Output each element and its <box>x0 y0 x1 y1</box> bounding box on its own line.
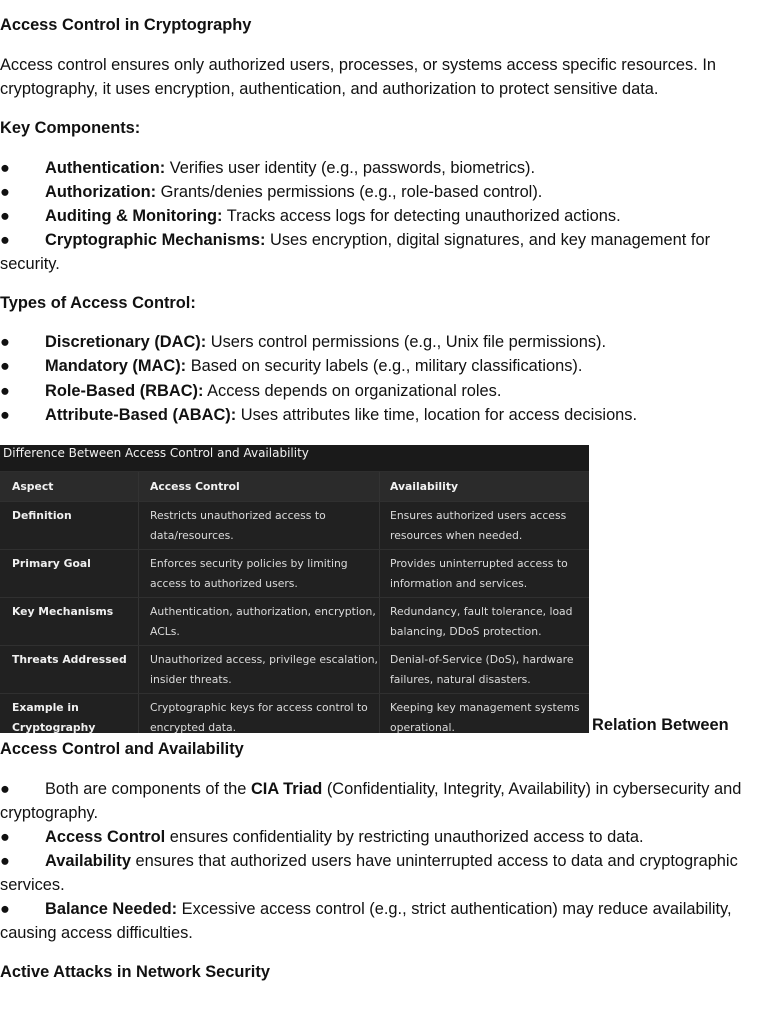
list-item-text: (Confidentiality, Integrity, Availability) in cybersecurity and cryptography. <box>0 780 742 822</box>
list-item-term: Mandatory (MAC): <box>45 357 187 375</box>
bullet-icon: ● <box>0 406 10 424</box>
list-item-text: Uses encryption, digital signatures, and key management for security. <box>0 231 711 273</box>
list-item-text: Users control permissions (e.g., Unix file permissions). <box>206 333 607 351</box>
list-item-term: Attribute-Based (ABAC): <box>45 406 237 424</box>
types-heading: Types of Access Control: <box>0 294 196 312</box>
table-cell: Key Mechanisms <box>0 598 139 646</box>
table-cell: Keeping key management systems operational. <box>380 694 590 734</box>
bullet-icon: ● <box>0 828 10 846</box>
table-cell: Authentication, authorization, encryption, ACLs. <box>139 598 380 646</box>
list-item-term: Authorization: <box>45 183 157 201</box>
list-item-text: ensures that authorized users have uninterrupted access to data and cryptographic services. <box>0 852 738 894</box>
bullet-icon: ● <box>0 333 10 351</box>
list-item-text: Uses attributes like time, location for access decisions. <box>236 406 638 424</box>
bullet-icon: ● <box>0 207 10 225</box>
relation-heading-part2: Access Control and Availability <box>0 740 244 758</box>
table-cell: Threats Addressed <box>0 646 139 694</box>
list-item-term: Authentication: <box>45 159 166 177</box>
table-cell: Primary Goal <box>0 550 139 598</box>
bullet-icon: ● <box>0 231 10 249</box>
table-row <box>0 694 589 734</box>
list-item-term: Discretionary (DAC): <box>45 333 207 351</box>
table-title: Difference Between Access Control and Availability <box>0 445 589 472</box>
table-row <box>0 550 589 598</box>
table-row <box>0 598 589 646</box>
table-row <box>0 646 589 694</box>
list-item <box>0 330 768 354</box>
list-item-text: Tracks access logs for detecting unauthorized actions. <box>222 207 621 225</box>
list-item-term: Availability <box>45 852 131 870</box>
relation-heading-part1: Relation Between <box>592 716 729 734</box>
list-item-text: Both are components of the <box>45 780 251 798</box>
list-item <box>0 849 768 897</box>
list-item <box>0 156 768 180</box>
bullet-icon: ● <box>0 382 10 400</box>
table-cell: Provides uninterrupted access to information and services. <box>380 550 590 598</box>
list-item <box>0 204 768 228</box>
list-item-text: Access depends on organizational roles. <box>203 382 502 400</box>
bullet-icon: ● <box>0 900 10 918</box>
table-cell: Denial-of-Service (DoS), hardware failures, natural disasters. <box>380 646 590 694</box>
table-cell: Cryptographic keys for access control to encrypted data. <box>139 694 380 734</box>
list-item-term: CIA Triad <box>250 780 323 798</box>
table-cell: Ensures authorized users access resources when needed. <box>380 502 590 550</box>
list-item-term: Auditing & Monitoring: <box>45 207 223 225</box>
active-attacks-heading: Active Attacks in Network Security <box>0 963 270 981</box>
table-header-cell: Aspect <box>0 472 139 502</box>
list-item-text: Excessive access control (e.g., strict authentication) may reduce availability, causing access difficulties. <box>0 900 732 942</box>
bullet-icon: ● <box>0 852 10 870</box>
list-item-text: Grants/denies permissions (e.g., role-based control). <box>156 183 543 201</box>
list-item-term: Role-Based (RBAC): <box>45 382 204 400</box>
list-item-term: Balance Needed: <box>45 900 178 918</box>
key-components-heading: Key Components: <box>0 119 141 137</box>
comparison-table-image <box>0 445 589 733</box>
comparison-table <box>0 472 589 733</box>
list-item <box>0 379 768 403</box>
bullet-icon: ● <box>0 183 10 201</box>
intro-paragraph: Access control ensures only authorized users, processes, or systems access specific resources. In cryptography, it uses encryption, authentication, and authorization to protect sensitive data. <box>0 56 717 98</box>
table-header-cell: Availability <box>380 472 590 502</box>
table-header-cell: Access Control <box>139 472 380 502</box>
table-cell: Enforces security policies by limiting access to authorized users. <box>139 550 380 598</box>
table-header-row <box>0 472 589 502</box>
table-cell: Redundancy, fault tolerance, load balancing, DDoS protection. <box>380 598 590 646</box>
bullet-icon: ● <box>0 357 10 375</box>
table-cell: Definition <box>0 502 139 550</box>
list-item <box>0 777 768 825</box>
list-item <box>0 897 768 945</box>
bullet-icon: ● <box>0 159 10 177</box>
table-cell: Unauthorized access, privilege escalation, insider threats. <box>139 646 380 694</box>
list-item <box>0 228 768 276</box>
list-item-term: Access Control <box>45 828 166 846</box>
bullet-icon: ● <box>0 780 10 798</box>
table-cell: Example in Cryptography <box>0 694 139 734</box>
list-item-text: Verifies user identity (e.g., passwords, biometrics). <box>165 159 536 177</box>
list-item <box>0 354 768 378</box>
list-item <box>0 180 768 204</box>
page-title: Access Control in Cryptography <box>0 16 252 34</box>
list-item <box>0 825 768 849</box>
list-item <box>0 403 768 427</box>
list-item-text: Based on security labels (e.g., military classifications). <box>186 357 583 375</box>
list-item-term: Cryptographic Mechanisms: <box>45 231 266 249</box>
list-item-text: ensures confidentiality by restricting unauthorized access to data. <box>165 828 644 846</box>
table-cell: Restricts unauthorized access to data/resources. <box>139 502 380 550</box>
table-row <box>0 502 589 550</box>
